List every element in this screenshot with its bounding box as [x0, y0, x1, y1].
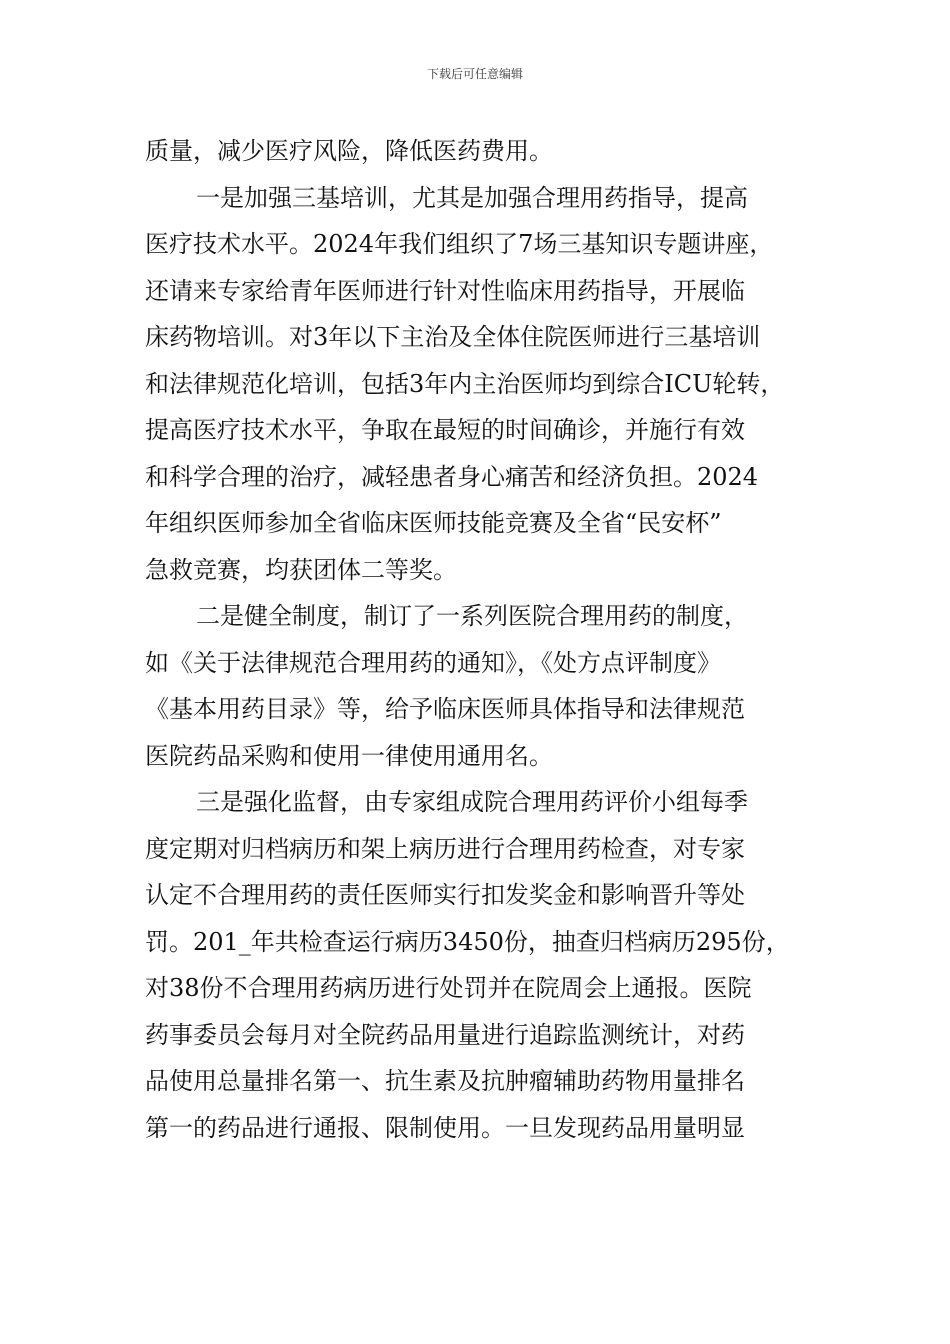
text-line: 药事委员会每月对全院药品用量进行追踪监测统计，对药 [145, 1020, 745, 1049]
text-line: 急救竞赛，均获团体二等奖。 [145, 555, 457, 584]
paragraph-first-line: 三是强化监督，由专家组成院合理用药评价小组每季 [196, 788, 748, 816]
text-line: 对38份不合理用药病历进行处罚并在院周会上通报。医院 [145, 974, 752, 1002]
text-line: 提高医疗技术水平，争取在最短的时间确诊，并施行有效 [145, 416, 745, 444]
text-line: 品使用总量排名第一、抗生素及抗肿瘤辅助药物用量排名 [145, 1067, 745, 1095]
text-line: 还请来专家给青年医师进行针对性临床用药指导，开展临 [145, 276, 745, 305]
text-line: 罚。201_年共检查运行病历3450份，抽查归档病历295份， [145, 927, 790, 956]
body-text [145, 128, 835, 1151]
text-line: 床药物培训。对3年以下主治及全体住院医师进行三基培训 [145, 323, 761, 351]
text-line: 《基本用药目录》等，给予临床医师具体指导和法律规范 [145, 695, 745, 723]
page-header: 下载后可任意编辑 [426, 67, 523, 81]
text-line: 医院药品采购和使用一律使用通用名。 [145, 741, 553, 770]
paragraph-first-line: 二是健全制度，制订了一系列医院合理用药的制度， [196, 602, 748, 630]
text-line: 和法律规范化培训，包括3年内主治医师均到综合ICU轮转， [145, 369, 785, 398]
paragraph-first-line: 一是加强三基培训，尤其是加强合理用药指导，提高 [196, 183, 748, 212]
text-line: 医疗技术水平。2024年我们组织了7场三基知识专题讲座， [145, 230, 774, 258]
text-line: 年组织医师参加全省临床医师技能竞赛及全省“民安杯” [145, 509, 722, 537]
text-line: 认定不合理用药的责任医师实行扣发奖金和影响晋升等处 [145, 881, 745, 909]
text-line: 如《关于法律规范合理用药的通知》，《处方点评制度》 [145, 648, 721, 677]
text-line: 度定期对归档病历和架上病历进行合理用药检查，对专家 [145, 834, 745, 863]
text-line: 和科学合理的治疗，减轻患者身心痛苦和经济负担。2024 [145, 462, 759, 491]
text-line: 第一的药品进行通报、限制使用。一旦发现药品用量明显 [145, 1113, 745, 1142]
text-line: 质量，减少医疗风险，降低医药费用。 [145, 137, 553, 165]
